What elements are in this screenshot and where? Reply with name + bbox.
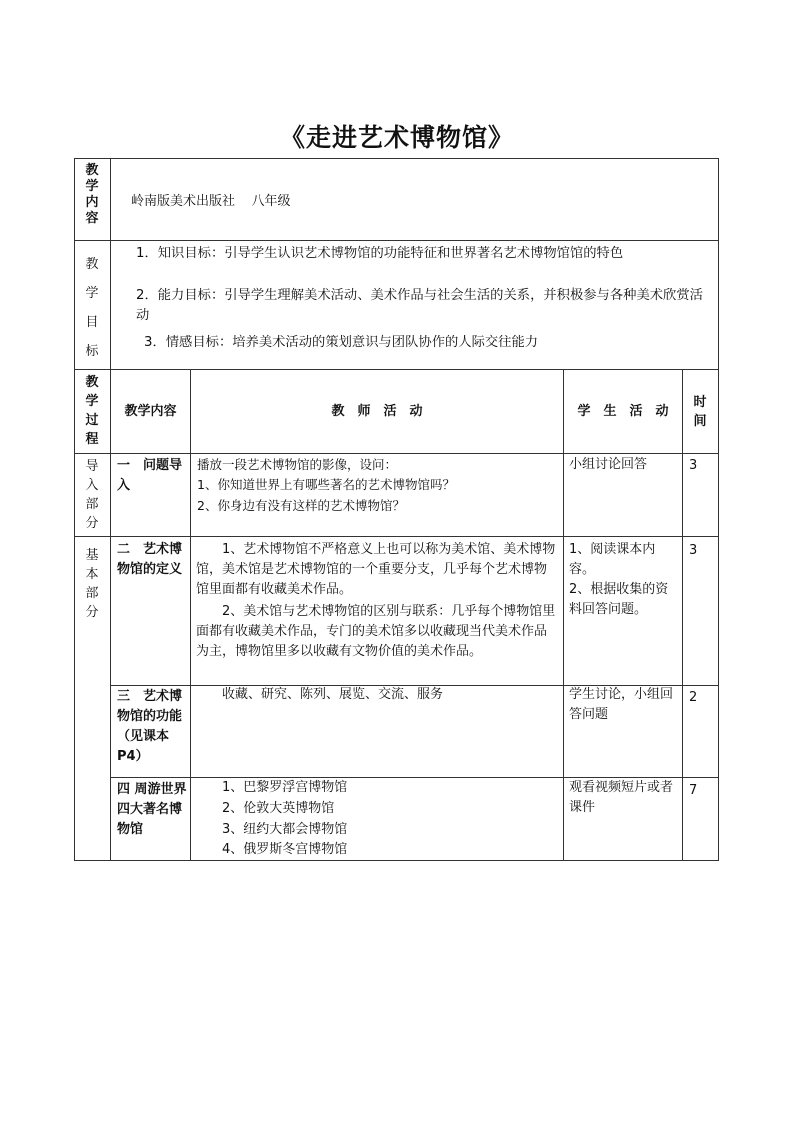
student-4: 观看视频短片或者课件	[569, 780, 674, 815]
student-1: 小组讨论回答	[569, 457, 648, 472]
teacher-2-para-1: 1、艺术博物馆不严格意义上也可以称为美术馆、美术博物馆，美术馆是艺术博物馆的一个重要分支，几乎每个艺术博物馆里面都有收藏美术作品。	[196, 542, 556, 597]
teacher-1-line-2: 1、你知道世界上有哪些著名的艺术博物馆吗？	[197, 477, 455, 492]
header-student: 学 生 活 动	[577, 404, 669, 419]
time-4: 7	[689, 783, 698, 798]
teacher-2-para-2: 2、美术馆与艺术博物馆的区别与联系：几乎每个博物馆里面都有收藏美术作品，专门的美术馆多以收藏现当代美术作品为主，博物馆里多以收藏有文物价值的美术作品。	[196, 604, 556, 659]
teacher-1-line-3: 2、你身边有没有这样的艺术博物馆？	[197, 498, 405, 513]
topic-3: 三 艺术博物馆的功能（见课本P4）	[117, 689, 183, 764]
teacher-1-line-1: 播放一段艺术博物馆的影像，设问：	[197, 457, 398, 472]
goal-label: 教 学 目 标	[85, 257, 99, 359]
time-3: 2	[689, 690, 698, 705]
goal-1: 1．知识目标：引导学生认识艺术博物馆的功能特征和世界著名艺术博物馆馆的特色	[136, 246, 624, 261]
topic-1: 一 问题导入	[117, 458, 183, 493]
content-label: 教 学 内 容	[85, 163, 99, 226]
topic-4: 四 周游世界四大著名博物馆	[117, 782, 187, 837]
time-3-cell	[682, 685, 719, 778]
header-teacher: 教 师 活 动	[331, 404, 423, 419]
time-1-cell	[682, 453, 719, 537]
teacher-4-line-1: 1、巴黎罗浮宫博物馆	[196, 780, 348, 795]
teacher-3: 收藏、研究、陈列、展览、交流、服务	[196, 687, 444, 702]
header-time: 时 间	[693, 395, 707, 429]
document-title: 《走进艺术博物馆》	[279, 123, 514, 152]
teacher-4-line-2: 2、伦敦大英博物馆	[196, 801, 335, 816]
goal-2: 2．能力目标：引导学生理解美术活动、美术作品与社会生活的关系，并积极参与各种美术欣赏活动	[136, 288, 703, 323]
process-label: 教 学 过 程	[85, 375, 99, 447]
time-1: 3	[689, 458, 698, 473]
content-text: 岭南版美术出版社 八年级	[131, 194, 291, 209]
time-2: 3	[689, 543, 698, 558]
time-4-cell	[682, 777, 719, 861]
student-3: 学生讨论，小组回答问题	[569, 687, 674, 722]
teacher-4-line-4: 4、俄罗斯冬宫博物馆	[196, 842, 348, 857]
intro-label: 导 入 部 分	[85, 459, 99, 531]
teacher-4-line-3: 3、纽约大都会博物馆	[196, 822, 348, 837]
goal-3: 3．情感目标：培养美术活动的策划意识与团队协作的人际交往能力	[144, 335, 539, 350]
topic-2: 二 艺术博物馆的定义	[117, 542, 183, 577]
student-2: 1、阅读课本内容。 2、根据收集的资料回答问题。	[569, 542, 669, 617]
header-content: 教学内容	[124, 404, 177, 419]
time-2-cell	[682, 536, 719, 686]
basic-label: 基 本 部 分	[85, 548, 99, 620]
